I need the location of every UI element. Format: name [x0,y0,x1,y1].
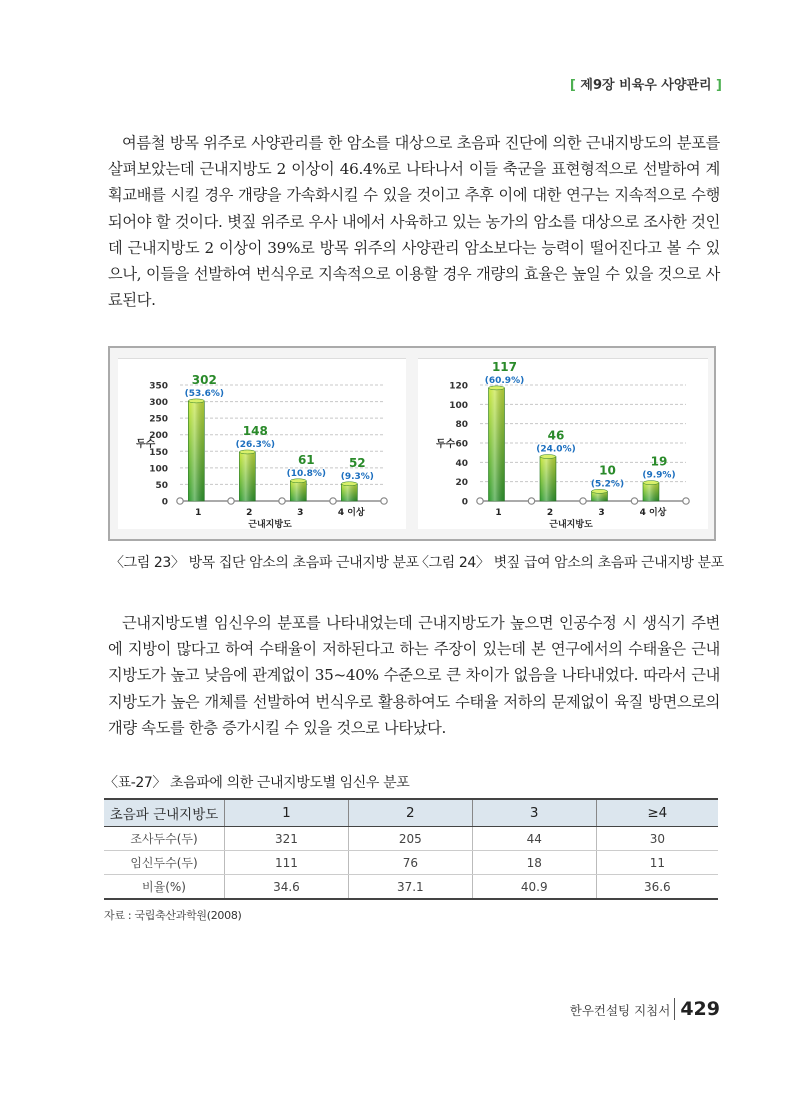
table-header: 1 [225,799,349,827]
y-tick-label: 0 [161,497,168,508]
table-header: 2 [348,799,472,827]
value-label: 52 [348,455,366,470]
figure-box [108,346,716,541]
y-tick-label: 60 [455,439,468,450]
value-label: 19 [650,454,668,469]
table-cell: 18 [472,851,596,875]
table-source: 자료 : 국립축산과학원(2008) [104,909,242,922]
bar-top [239,450,255,454]
value-label: 46 [547,428,565,443]
table-title: 〈표-27〉 초음파에 의한 근내지방도별 임신우 분포 [104,775,410,791]
table-row [104,875,718,900]
axis-marker [477,498,483,504]
table-cell: 36.6 [596,875,718,900]
value-label: 148 [242,423,268,438]
category-label: 2 [246,508,253,518]
category-label: 4 이상 [639,508,667,518]
y-tick-label: 100 [149,464,168,475]
table-cell: 76 [348,851,472,875]
chart-straw [418,358,708,529]
axis-marker [381,498,387,504]
row-label: 비율(%) [104,875,225,900]
percent-label: (9.3%) [340,471,374,482]
bar-shade [188,401,204,501]
bar-top [488,386,504,390]
axis-marker [330,498,336,504]
table-cell: 40.9 [472,875,596,900]
y-tick-label: 50 [155,480,168,491]
value-label: 302 [191,372,217,387]
bar-shade [643,483,659,501]
chart-svg [418,359,708,529]
y-tick-label: 350 [149,381,168,392]
table-row [104,851,718,875]
axis-marker [228,498,234,504]
bar-top [341,482,357,486]
table-cell: 321 [225,827,349,851]
book-title: 한우컨설팅 지침서 [569,1003,671,1018]
figure-24-caption: 〈그림 24〉 볏짚 급여 암소의 초음파 근내지방 분포 [415,555,724,571]
row-label: 임신두수(두) [104,851,225,875]
pregnancy-table [104,798,718,900]
category-label: 3 [297,508,304,518]
bar-top [290,479,306,483]
bar-top [188,399,204,403]
page-number: 429 [674,998,720,1020]
axis-marker [177,498,183,504]
bar-top [591,489,607,493]
y-tick-label: 300 [149,398,168,409]
table-cell: 205 [348,827,472,851]
y-tick-label: 200 [149,431,168,442]
table-header: 초음파 근내지방도 [104,799,225,827]
axis-marker [528,498,534,504]
percent-label: (26.3%) [235,439,276,450]
category-label: 2 [546,508,554,518]
bar-shade [239,452,255,501]
category-label: 1 [495,508,502,518]
x-axis-label: 근내지방도 [549,520,593,529]
y-tick-label: 20 [455,478,468,489]
category-label: 3 [598,508,605,518]
table-cell: 37.1 [348,875,472,900]
paragraph-1: 여름철 방목 위주로 사양관리를 한 암소를 대상으로 초음파 진단에 의한 근내지방도의 분포를 살펴보았는데 근내지방도 2 이상이 46.4%로 나타나서 이들 축군을 표현형적으로 선발하여 계획교배를 시킬 경우 개량을 가속화시킬 수 있을 것이고 추후 이에 대한 연구는 지속적으로 수행되어야 할 것이다. 볏짚 위주로 우사 내에서 사육하고 있는 농가의 암소를 대상으로 조사한 것인데 근내지방도 2 이상이 39%로 방목 위주의 사양관리 암소보다는 능력이 떨어진다고 볼 수 있으나, 이들을 선발하여 번식우로 지속적으로 이용할 경우 개량의 효율은 높일 수 있을 것으로 사료된다. [108,134,720,310]
axis-marker [683,498,689,504]
value-label: 117 [491,359,518,374]
y-axis-label: 두수 [136,439,156,450]
y-tick-label: 150 [149,447,168,458]
axis-marker [279,498,285,504]
axis-marker [631,498,637,504]
table-cell: 34.6 [225,875,349,900]
bar-shade [540,457,556,501]
bar-shade [290,481,306,501]
chapter-title: 제9장 비육우 사양관리 [580,78,712,93]
table-cell: 30 [596,827,718,851]
y-tick-label: 100 [449,400,468,411]
chapter-header: [ 제9장 비육우 사양관리 ] [569,78,722,93]
percent-label: (24.0%) [536,444,576,455]
y-tick-label: 80 [455,420,468,431]
table-header-row [104,799,718,827]
y-tick-label: 0 [461,497,468,508]
percent-label: (5.2%) [590,479,625,490]
category-label: 4 이상 [337,508,365,518]
x-axis-label: 근내지방도 [248,520,292,529]
y-axis-label: 두수 [436,439,456,450]
y-tick-label: 250 [149,414,168,425]
table-row [104,827,718,851]
table-cell: 11 [596,851,718,875]
bar-shade [341,484,357,501]
bar-top [643,481,659,485]
row-label: 조사두수(두) [104,827,225,851]
percent-label: (53.6%) [184,388,225,399]
percent-label: (10.8%) [286,468,327,479]
chart-svg [118,359,406,529]
table-header: ≥4 [596,799,718,827]
chart-grazing [118,358,406,529]
page-footer [570,998,720,1020]
y-tick-label: 120 [449,381,468,392]
table-header: 3 [472,799,596,827]
y-tick-label: 40 [455,458,468,469]
bar-shade [488,388,504,501]
value-label: 10 [599,463,616,478]
percent-label: (60.9%) [484,375,525,386]
bar-top [540,455,556,459]
percent-label: (9.9%) [642,470,676,481]
axis-marker [580,498,586,504]
value-label: 61 [297,452,315,467]
category-label: 1 [195,508,202,518]
paragraph-2: 근내지방도별 임신우의 분포를 나타내었는데 근내지방도가 높으면 인공수정 시 생식기 주변에 지방이 많다고 하여 수태율이 저하된다고 하는 주장이 있는데 본 연구에서의 수태율은 근내지방도가 높고 낮음에 관계없이 35~40% 수준으로 큰 차이가 없음을 나타내었다. 따라서 근내지방도가 높은 개체를 선발하여 번식우로 활용하여도 수태율 저하의 문제없이 육질 방면으로의 개량 속도를 한층 증가시킬 수 있을 것으로 나타났다. [108,614,720,737]
table-cell: 44 [472,827,596,851]
table-cell: 111 [225,851,349,875]
figure-23-caption: 〈그림 23〉 방목 집단 암소의 초음파 근내지방 분포 [110,555,419,571]
